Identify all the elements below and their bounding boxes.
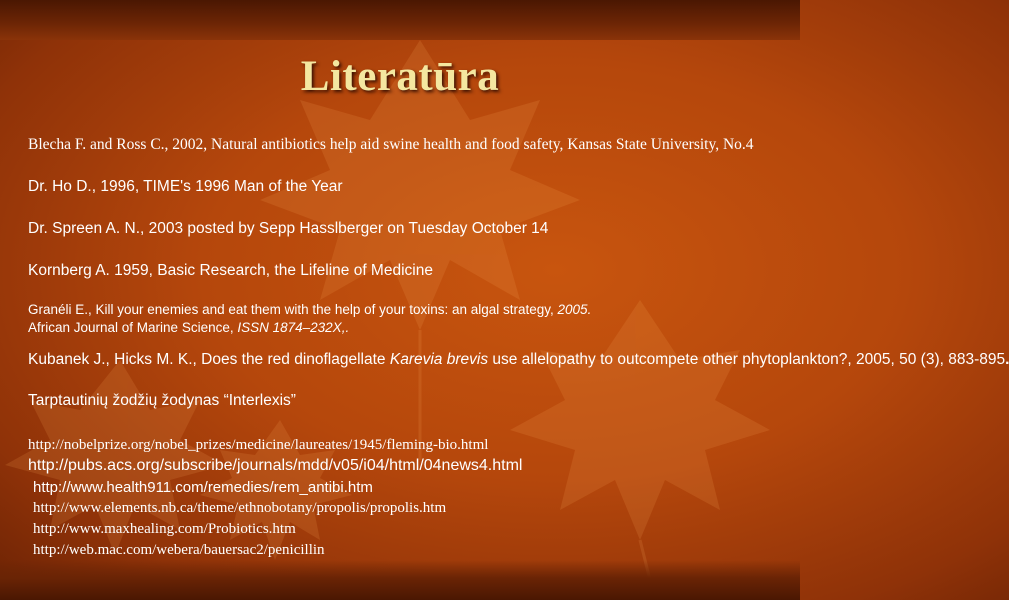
graneli-issn: ISSN 1874–232X,. <box>237 320 350 335</box>
url-maxhealing[interactable]: http://www.maxhealing.com/Probiotics.htm <box>33 521 296 537</box>
kubanek-species: Karevia brevis <box>389 351 489 368</box>
bottom-dark-band <box>0 560 800 600</box>
reference-spreen: Dr. Spreen A. N., 2003 posted by Sepp Hasslberger on Tuesday October 14 <box>28 220 549 237</box>
url-health911[interactable]: http://www.health911.com/remedies/rem_antibi.htm <box>33 479 373 496</box>
graneli-line1: Granéli E., Kill your enemies and eat them with the help of your toxins: an algal strategy, <box>28 302 558 317</box>
url-elements[interactable]: http://www.elements.nb.ca/theme/ethnobotany/propolis/propolis.htm <box>33 500 447 516</box>
graneli-year: 2005. <box>557 302 592 317</box>
kubanek-part1: Kubanek J., Hicks M. K., Does the red dinoflagellate <box>28 351 390 368</box>
reference-graneli <box>28 301 798 337</box>
url-webmac[interactable]: http://web.mac.com/webera/bauersac2/penicillin <box>33 542 325 558</box>
reference-ho: Dr. Ho D., 1996, TIME's 1996 Man of the Year <box>28 178 343 195</box>
slide-title: Literatūra <box>300 53 500 100</box>
kubanek-part2: use allelopathy to outcompete other phytoplankton?, 2005, 50 (3), 883-895 <box>488 351 1006 368</box>
url-nobelprize[interactable]: http://nobelprize.org/nobel_prizes/medicine/laureates/1945/fleming-bio.html <box>28 437 489 453</box>
reference-list <box>28 134 1009 561</box>
graneli-line2: African Journal of Marine Science, <box>28 320 238 335</box>
kubanek-period: . <box>1005 351 1009 368</box>
reference-kubanek <box>28 351 1009 369</box>
url-pubs-acs[interactable]: http://pubs.acs.org/subscribe/journals/mdd/v05/i04/html/04news4.html <box>28 457 523 474</box>
reference-kornberg: Kornberg A. 1959, Basic Research, the Lifeline of Medicine <box>28 262 433 279</box>
reference-interlexis: Tarptautinių žodžių žodynas “Interlexis” <box>28 392 296 409</box>
reference-blecha: Blecha F. and Ross C., 2002, Natural antibiotics help aid swine health and food safety, Kansas State University, No.4 <box>28 136 754 153</box>
